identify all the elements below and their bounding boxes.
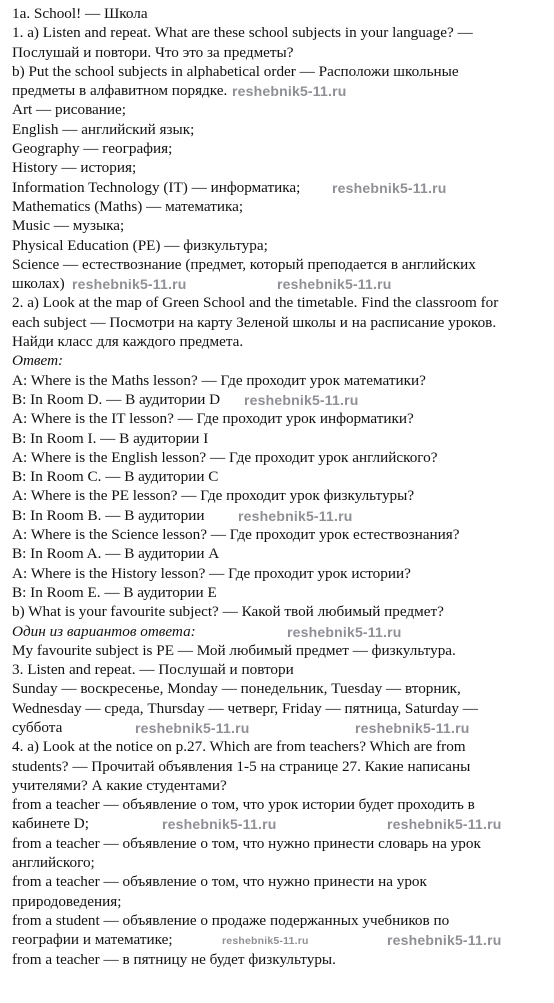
line-text: students? — Прочитай объявления 1-5 на странице 27. Какие написаны <box>12 757 471 775</box>
doc-line-38 <box>12 737 548 756</box>
line-text: A: Where is the English lesson? — Где проходит урок английского? <box>12 448 438 466</box>
doc-line-32 <box>12 622 548 641</box>
doc-line-2 <box>12 43 548 62</box>
line-text: учителями? А какие студентами? <box>12 776 227 794</box>
line-text: from a teacher — объявление о том, что нужно принести на урок <box>12 873 427 891</box>
doc-line-15 <box>12 293 548 312</box>
doc-line-31 <box>12 602 548 621</box>
watermark: reshebnik5-11.ru <box>135 719 250 736</box>
doc-line-19 <box>12 371 548 390</box>
line-text: A: Where is the History lesson? — Где проходит урок истории? <box>12 564 411 582</box>
line-text: History — история; <box>12 159 137 177</box>
line-text: from a teacher — объявление о том, что нужно принести словарь на урок <box>12 834 481 852</box>
line-text: A: Where is the PE lesson? — Где проходит урок физкультуры? <box>12 487 415 505</box>
line-text: Sunday — воскресенье, Monday — понедельник, Tuesday — вторник, <box>12 680 461 698</box>
line-text: from a student — объявление о продаже подержанных учебников по <box>12 911 450 929</box>
doc-line-42 <box>12 814 548 833</box>
doc-line-20 <box>12 390 548 409</box>
doc-line-12 <box>12 236 548 255</box>
line-text: b) What is your favourite subject? — Какой твой любимый предмет? <box>12 603 444 621</box>
doc-line-0 <box>12 4 548 23</box>
doc-line-36 <box>12 699 548 718</box>
line-text: B: In Room E. — В аудитории E <box>12 583 217 601</box>
line-text: Science — естествознание (предмет, который преподается в английских <box>12 255 476 273</box>
doc-line-5 <box>12 100 548 119</box>
doc-line-35 <box>12 679 548 698</box>
doc-line-7 <box>12 139 548 158</box>
line-text: природоведения; <box>12 892 122 910</box>
line-text: суббота <box>12 718 63 736</box>
doc-line-21 <box>12 409 548 428</box>
watermark: reshebnik5-11.ru <box>287 623 402 640</box>
doc-line-47 <box>12 911 548 930</box>
doc-line-27 <box>12 525 548 544</box>
doc-line-30 <box>12 583 548 602</box>
doc-line-10 <box>12 197 548 216</box>
line-text: географии и математике; <box>12 931 173 949</box>
doc-line-6 <box>12 120 548 139</box>
doc-line-3 <box>12 62 548 81</box>
line-text: предметы в алфавитном порядке. <box>12 82 228 100</box>
doc-line-14 <box>12 274 548 293</box>
doc-line-17 <box>12 332 548 351</box>
line-text: школах) <box>12 275 65 293</box>
doc-line-16 <box>12 313 548 332</box>
watermark: reshebnik5-11.ru <box>72 276 187 293</box>
watermark: reshebnik5-11.ru <box>355 719 470 736</box>
doc-line-34 <box>12 660 548 679</box>
line-text: B: In Room A. — В аудитории A <box>12 545 220 563</box>
line-text: Найди класс для каждого предмета. <box>12 333 244 351</box>
doc-line-18 <box>12 351 548 370</box>
line-text: B: In Room C. — В аудитории C <box>12 468 219 486</box>
line-text: 4. a) Look at the notice on p.27. Which are from teachers? Which are from <box>12 738 466 756</box>
line-text: My favourite subject is PE — Мой любимый предмет — физкультура. <box>12 641 456 659</box>
doc-line-29 <box>12 564 548 583</box>
watermark: reshebnik5-11.ru <box>387 816 502 833</box>
doc-line-43 <box>12 834 548 853</box>
watermark: reshebnik5-11.ru <box>162 816 277 833</box>
doc-line-11 <box>12 216 548 235</box>
doc-line-4 <box>12 81 548 100</box>
line-text: from a teacher — в пятницу не будет физкультуры. <box>12 950 336 968</box>
line-text: кабинете D; <box>12 815 89 833</box>
doc-line-48 <box>12 930 548 949</box>
line-text: Wednesday — среда, Thursday — четверг, Friday — пятница, Saturday — <box>12 699 478 717</box>
watermark: reshebnik5-11.ru <box>232 83 347 100</box>
line-text: 3. Listen and repeat. — Послушай и повтори <box>12 661 294 679</box>
line-text: 1. a) Listen and repeat. What are these school subjects in your language? — <box>12 24 473 42</box>
watermark: reshebnik5-11.ru <box>238 507 353 524</box>
line-text: 1a. School! — Школа <box>12 5 148 22</box>
line-text: 2. a) Look at the map of Green School and the timetable. Find the classroom for <box>12 294 499 312</box>
watermark: reshebnik5-11.ru <box>244 391 359 408</box>
line-text: Information Technology (IT) — информатика; <box>12 178 301 196</box>
doc-line-40 <box>12 776 548 795</box>
line-text: Ответ: <box>12 352 64 370</box>
doc-line-23 <box>12 448 548 467</box>
doc-line-9 <box>12 178 548 197</box>
doc-line-24 <box>12 467 548 486</box>
doc-line-25 <box>12 486 548 505</box>
document-body <box>12 4 548 969</box>
line-text: Physical Education (PE) — физкультура; <box>12 236 268 254</box>
doc-line-26 <box>12 506 548 525</box>
doc-line-33 <box>12 641 548 660</box>
line-text: A: Where is the Maths lesson? — Где проходит урок математики? <box>12 371 426 389</box>
line-text: Art — рисование; <box>12 101 127 119</box>
doc-line-45 <box>12 872 548 891</box>
doc-line-49 <box>12 950 548 969</box>
watermark: reshebnik5-11.ru <box>222 935 309 948</box>
doc-line-39 <box>12 757 548 776</box>
line-text: Music — музыка; <box>12 217 125 235</box>
line-text: b) Put the school subjects in alphabetical order — Расположи школьные <box>12 62 459 80</box>
line-text: English — английский язык; <box>12 120 195 138</box>
line-text: B: In Room B. — В аудитории <box>12 506 205 524</box>
watermark: reshebnik5-11.ru <box>332 179 447 196</box>
doc-line-41 <box>12 795 548 814</box>
doc-line-28 <box>12 544 548 563</box>
doc-line-37 <box>12 718 548 737</box>
doc-line-8 <box>12 158 548 177</box>
doc-line-22 <box>12 429 548 448</box>
line-text: Послушай и повтори. Что это за предметы? <box>12 43 294 61</box>
watermark: reshebnik5-11.ru <box>387 932 502 949</box>
line-text: английского; <box>12 854 95 872</box>
line-text: Mathematics (Maths) — математика; <box>12 197 244 215</box>
line-text: B: In Room D. — В аудитории D <box>12 390 221 408</box>
line-text: Один из вариантов ответа: <box>12 622 196 640</box>
line-text: from a teacher — объявление о том, что урок истории будет проходить в <box>12 796 475 814</box>
line-text: Geography — география; <box>12 140 173 158</box>
doc-line-13 <box>12 255 548 274</box>
doc-line-1 <box>12 23 548 42</box>
line-text: A: Where is the IT lesson? — Где проходит урок информатики? <box>12 410 414 428</box>
line-text: B: In Room I. — В аудитории I <box>12 429 209 447</box>
line-text: each subject — Посмотри на карту Зеленой школы и на расписание уроков. <box>12 313 497 331</box>
doc-line-44 <box>12 853 548 872</box>
watermark: reshebnik5-11.ru <box>277 276 392 293</box>
line-text: A: Where is the Science lesson? — Где проходит урок естествознания? <box>12 526 460 544</box>
doc-line-46 <box>12 892 548 911</box>
